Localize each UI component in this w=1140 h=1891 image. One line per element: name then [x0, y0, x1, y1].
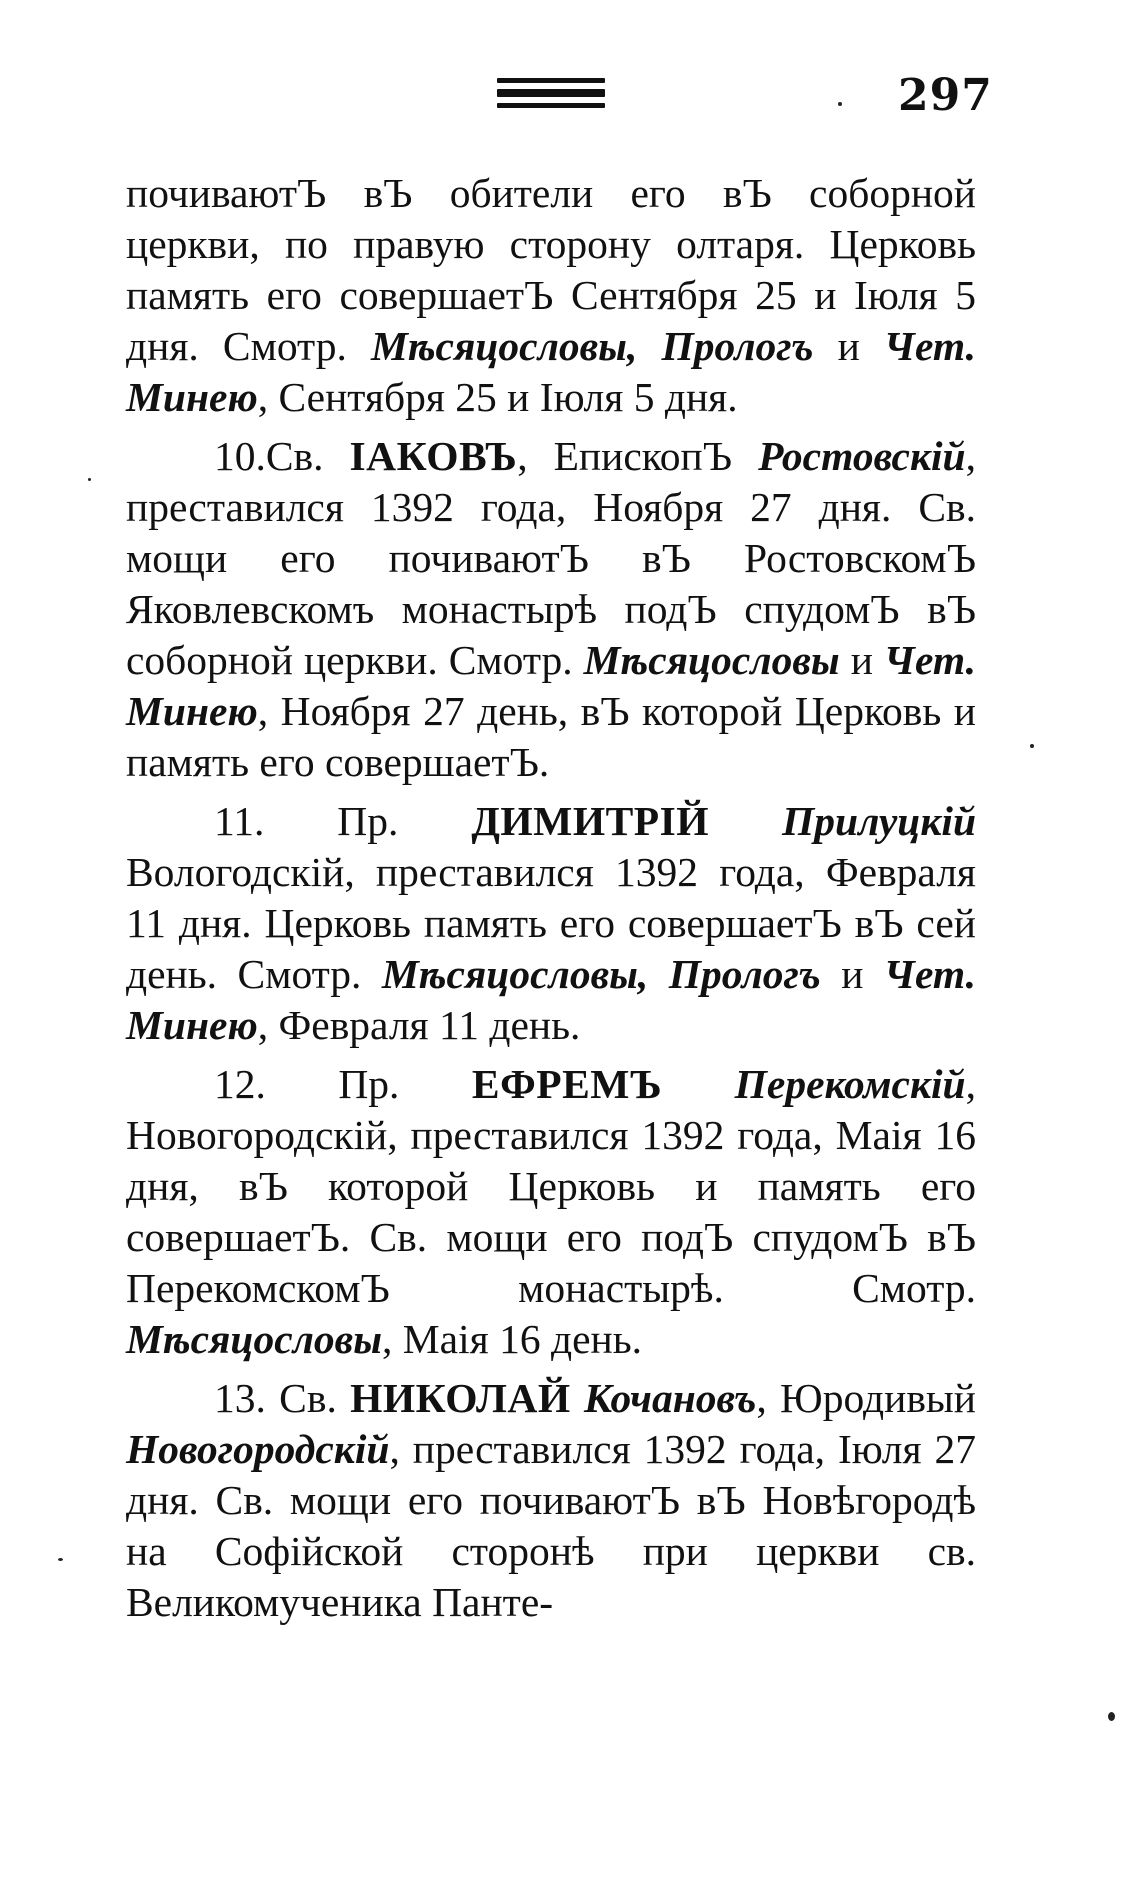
paper-speck: [58, 1558, 63, 1561]
continuation-text-c: , Сентября 25 и Іюля 5 дня.: [257, 374, 738, 420]
entry-name: ЕФРЕМЪ: [471, 1061, 663, 1107]
entry-13: [126, 1373, 976, 1628]
entry-text-c: и: [839, 637, 884, 683]
entry-11: [126, 796, 976, 1051]
entry-name: ІАКОВЪ: [349, 433, 518, 479]
continuation-italic-2: Чет. Минею: [126, 323, 976, 420]
entry-italic-1: Прилуцкій: [782, 798, 977, 844]
entry-number: 13.: [214, 1375, 266, 1421]
entry-title: Св.: [265, 433, 324, 479]
entry-text-c: и: [820, 951, 884, 997]
continuation-paragraph: [126, 168, 976, 423]
entry-text-b: Вологодскій, преставился 1392 года, Февраля 11 дня. Церковь память его совершаетЪ вЪ сей день. Смотр.: [126, 849, 976, 997]
entry-italic-3: Чет. Минею: [126, 637, 976, 734]
continuation-italic-1: Мѣсяцословы, Прологъ: [370, 323, 814, 369]
entry-text-b: , преставился 1392 года, Ноября 27 дня. Св. мощи его почиваютЪ вЪ РостовскомЪ Яковлевскомъ монастырѣ подЪ спудомЪ вЪ соборной церкви. Смотр.: [126, 433, 976, 683]
entry-number: 12.: [214, 1061, 266, 1107]
ornament-bar-bottom: [497, 103, 605, 108]
entry-title: Св.: [279, 1375, 337, 1421]
body-text: [126, 168, 976, 1628]
entry-number: 11.: [214, 798, 265, 844]
entry-text-d: , Ноября 27 день, вЪ которой Церковь и память его совершаетЪ.: [126, 688, 976, 785]
entry-10: [126, 431, 976, 788]
entry-italic-2: Мѣсяцословы: [126, 1316, 383, 1362]
entry-12: [126, 1059, 976, 1365]
page-number: 297: [898, 70, 993, 121]
entry-italic-2: Мѣсяцословы, Прологъ: [381, 951, 821, 997]
paper-speck: [88, 478, 91, 481]
entry-text-a: , ЕпископЪ: [517, 433, 759, 479]
entry-italic-2: Мѣсяцословы: [583, 637, 840, 683]
entry-italic-2: Новогородскій: [126, 1426, 390, 1472]
entry-text-b: , Новогородскій, преставился 1392 года, Маія 16 дня, вЪ которой Церковь и память его совершаетЪ. Св. мощи его подЪ спудомЪ вЪ ПерекомскомЪ монастырѣ. Смотр.: [126, 1061, 976, 1311]
entry-number: 10.: [214, 433, 266, 479]
entry-text-a: [662, 1061, 734, 1107]
entry-text-a: [709, 798, 782, 844]
ornament-bar-middle: [497, 89, 605, 97]
entry-text-b: , Юродивый: [756, 1375, 977, 1421]
entry-italic-1: Перекомскій: [734, 1061, 966, 1107]
entry-italic-3: Чет. Минею: [126, 951, 976, 1048]
paper-speck: [1108, 1712, 1115, 1721]
continuation-text-a: почиваютЪ вЪ обители его вЪ соборной церкви, по правую сторону олтаря. Церковь память его совершаетЪ Сентября 25 и Іюля 5 дня. Смотр.: [126, 170, 976, 369]
paper-speck: [1030, 744, 1034, 748]
entry-text-a: [571, 1375, 584, 1421]
entry-italic-1: Кочановъ: [583, 1375, 757, 1421]
header-ornament-rule: [497, 78, 605, 108]
entry-text-d: , Февраля 11 день.: [257, 1002, 581, 1048]
entry-italic-1: Ростовскій: [758, 433, 966, 479]
entry-text-c: , Маія 16 день.: [382, 1316, 642, 1362]
entry-name: НИКОЛАЙ: [350, 1375, 571, 1421]
entry-name: ДИМИТРІЙ: [471, 798, 710, 844]
ornament-bar-top: [497, 78, 605, 83]
entry-title: Пр.: [337, 798, 399, 844]
entry-text-c: , преставился 1392 года, Іюля 27 дня. Св. мощи его почиваютЪ вЪ Новѣгородѣ на Софійской сторонѣ при церкви св. Великомученика Панте-: [126, 1426, 976, 1625]
entry-title: Пр.: [338, 1061, 400, 1107]
paper-speck: [838, 102, 842, 106]
continuation-text-b: и: [813, 323, 884, 369]
